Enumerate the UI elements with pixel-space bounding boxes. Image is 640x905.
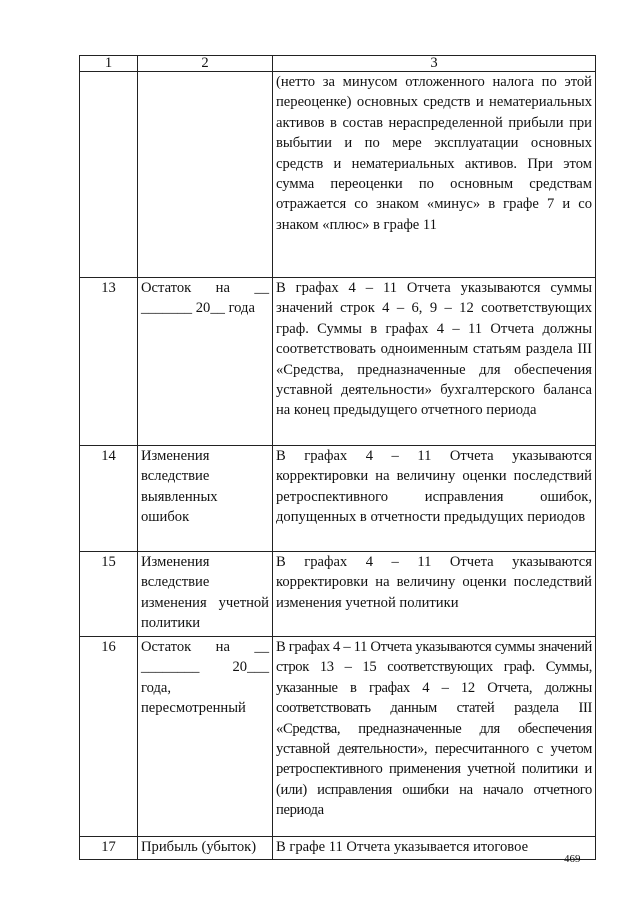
row-number: [80, 837, 138, 860]
row-name: [138, 72, 273, 278]
table-row: [80, 552, 596, 637]
row-name: Изменения вследствие изменения учетной политики: [138, 552, 273, 637]
row-number-text: 17: [101, 839, 116, 855]
column-header: 2: [138, 56, 273, 72]
row-description-text: В графе 11 Отчета указывается итоговое: [276, 839, 529, 855]
row-number: 13: [80, 278, 138, 446]
row-description: (нетто за минусом отложенного налога по этой переоценке) основных средств и нематериальных активов в состав нераспределенной прибыли при выбытии и по мере эксплуатации основных средств и нематериальных активов. При этом сумма переоценки по основным средствам отражается со знаком «минус» в графе 7 и со знаком «плюс» в графе 11: [273, 72, 596, 278]
row-number: 15: [80, 552, 138, 637]
row-description: В графах 4 – 11 Отчета указываются корректировки на величину оценки последствий ретроспективного исправления ошибок, допущенных в отчетности предыдущих периодов: [273, 446, 596, 552]
row-description: В графах 4 – 11 Отчета указываются корректировки на величину оценки последствий изменения учетной политики: [273, 552, 596, 637]
row-number: [80, 72, 138, 278]
column-header: 3: [273, 56, 596, 72]
row-number: 16: [80, 637, 138, 837]
row-description: [273, 837, 596, 860]
page-number: 469: [564, 853, 581, 865]
table-header-row: [80, 56, 596, 72]
row-name: Остаток на __ ________ 20___ года, пересмотренный: [138, 637, 273, 837]
row-name: [138, 837, 273, 860]
document-table: [79, 55, 596, 860]
table-row: [80, 72, 596, 278]
table-row: [80, 278, 596, 446]
table-row: [80, 637, 596, 837]
row-description: В графах 4 – 11 Отчета указываются суммы значений строк 4 – 6, 9 – 12 соответствующих граф. Суммы в графах 4 – 11 Отчета должны соответствовать одноименным статьям раздела III «Средства, предназначенные для обеспечения уставной деятельности» бухгалтерского баланса на конец предыдущего отчетного периода: [273, 278, 596, 446]
row-name: Изменения вследствие выявленных ошибок: [138, 446, 273, 552]
table-row: [80, 446, 596, 552]
table-row: [80, 837, 596, 860]
row-number: 14: [80, 446, 138, 552]
row-description: В графах 4 – 11 Отчета указываются суммы значений строк 13 – 15 соответствующих граф. Суммы, указанные в графах 4 – 12 Отчета, должны соответствовать данным статей раздела III «Средства, предназначенные для обеспечения уставной деятельности», пересчитанного с учетом ретроспективного применения учетной политики и (или) исправления ошибки на начало отчетного периода: [273, 637, 596, 837]
column-header: 1: [80, 56, 138, 72]
row-name: Остаток на __ _______ 20__ года: [138, 278, 273, 446]
row-name-text: Прибыль (убыток): [141, 839, 257, 855]
